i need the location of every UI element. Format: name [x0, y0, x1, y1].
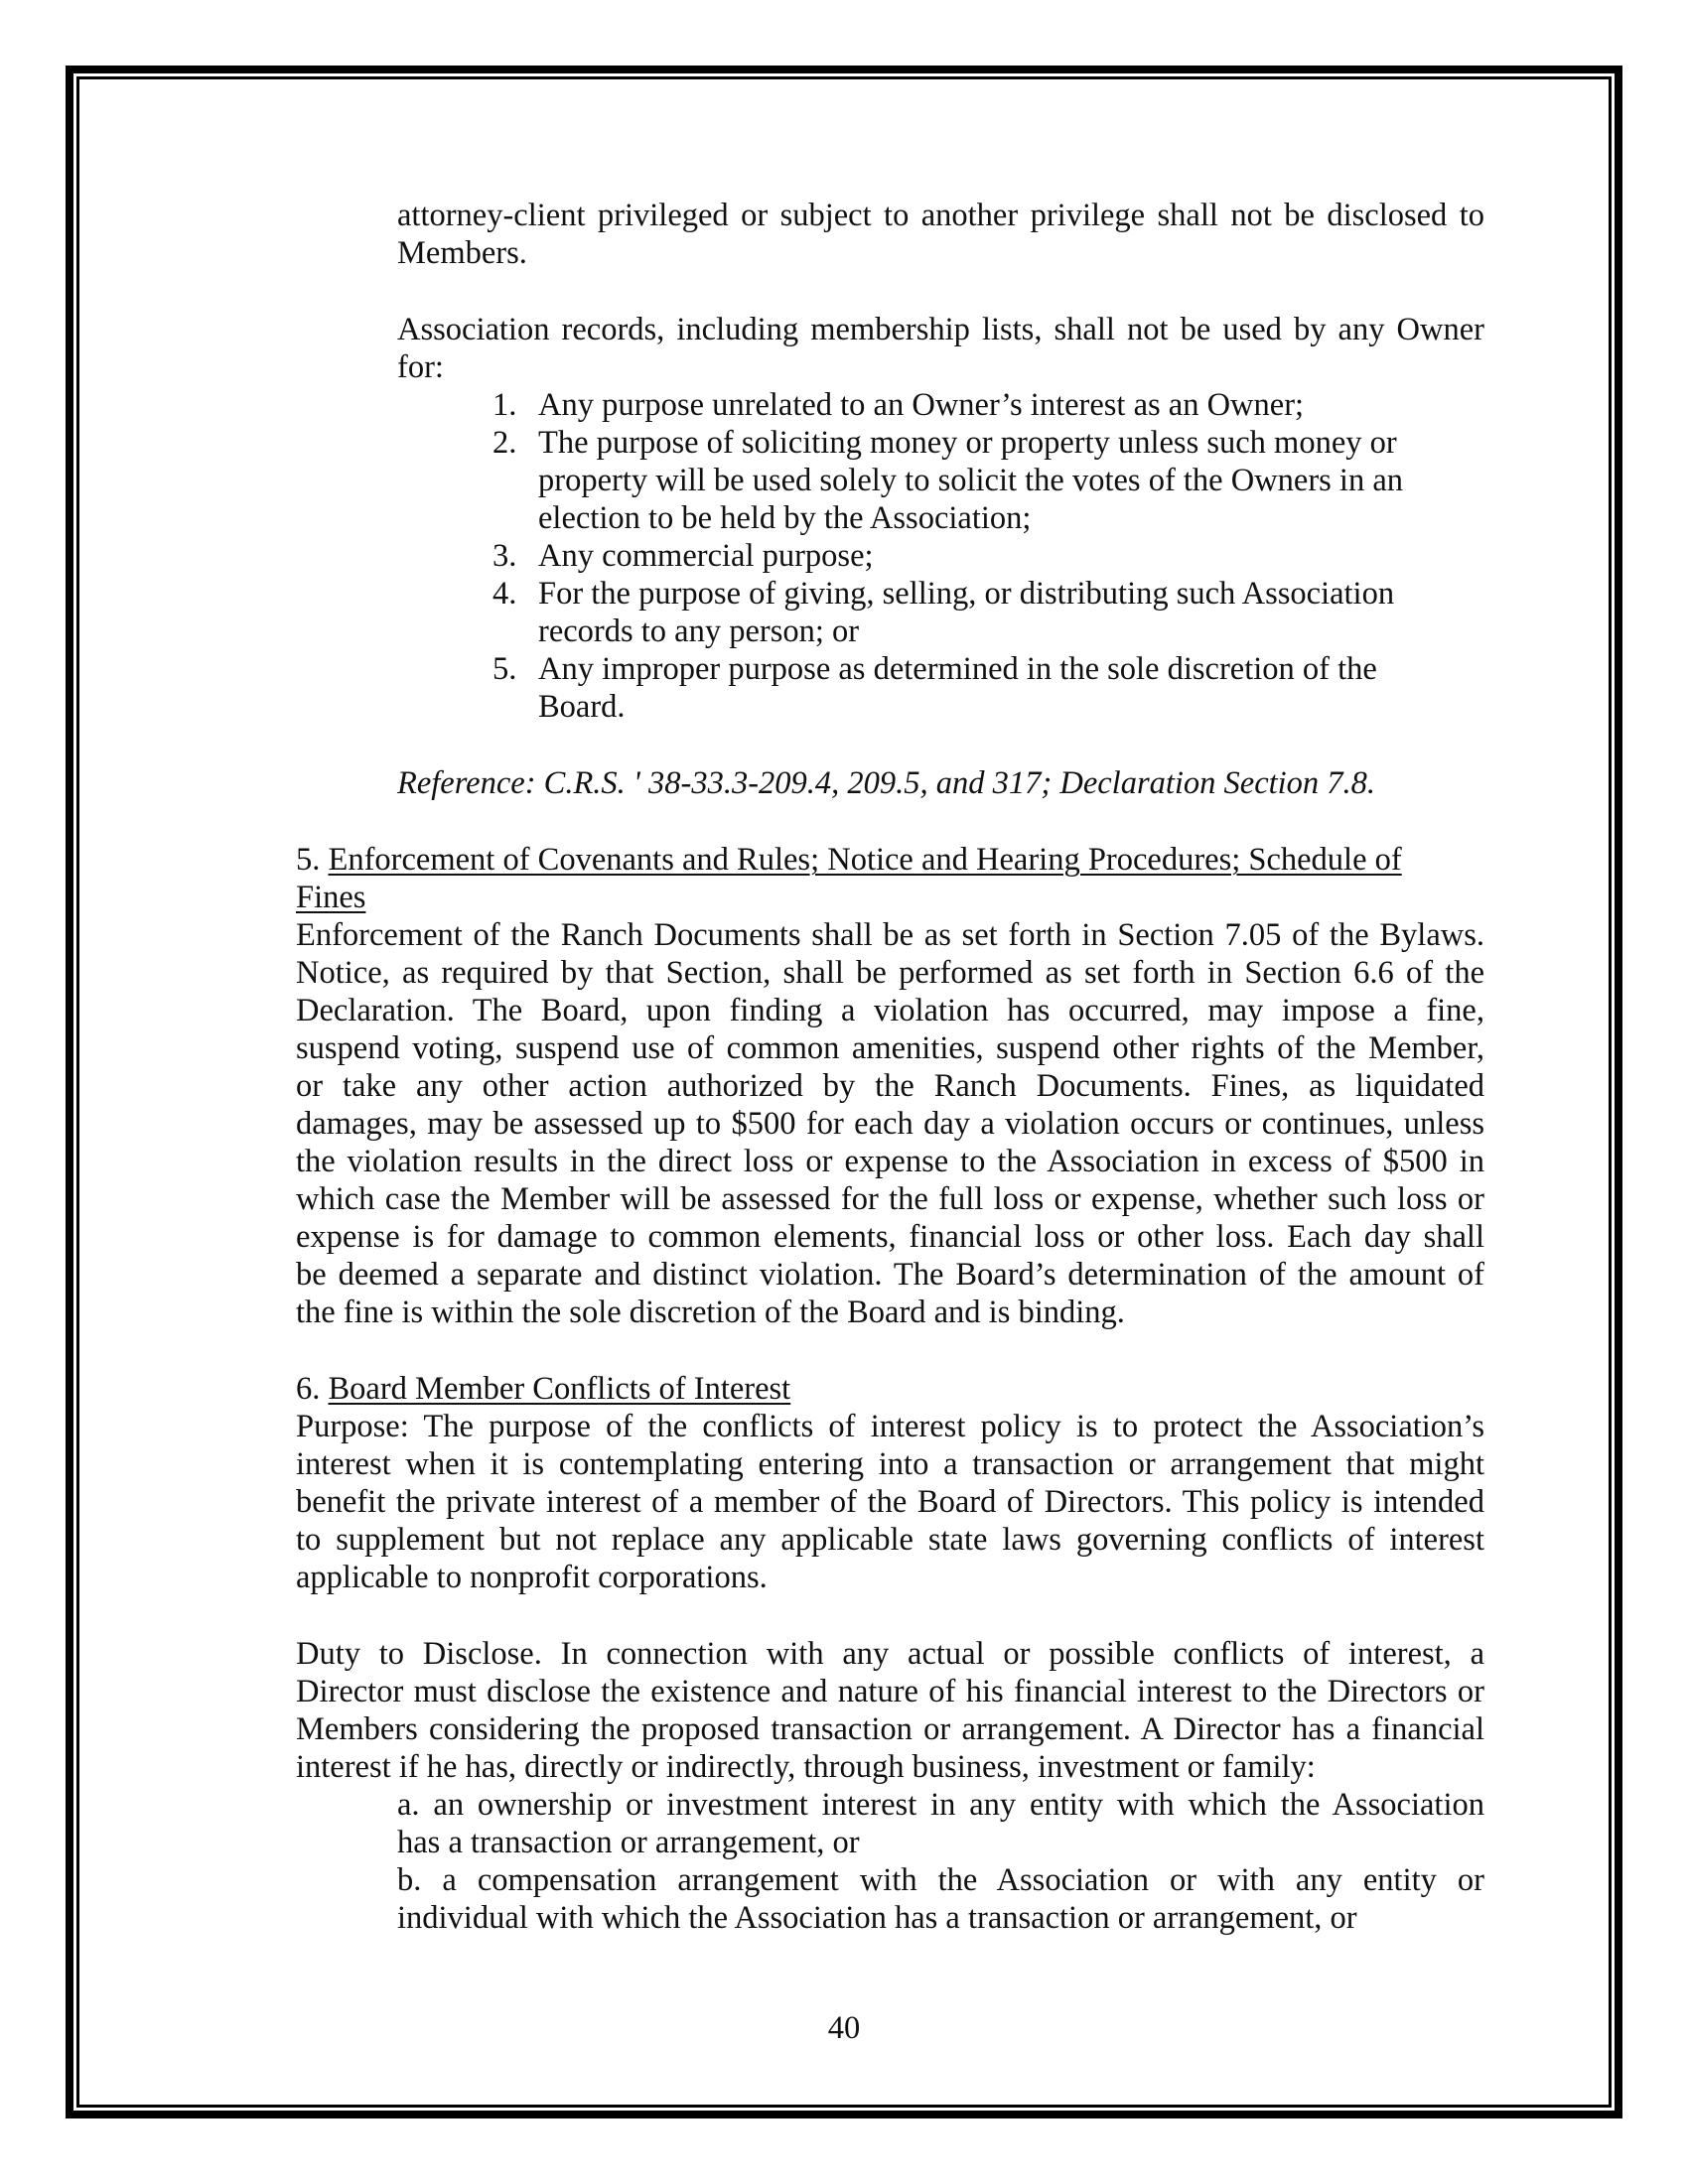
paragraph-line: the fine is within the sole discretion of the Board and is binding.: [296, 1295, 1125, 1330]
records-intro-line-1: Association records, including membership lists, shall not be used by any Owner: [397, 312, 1484, 347]
section-6-heading: [296, 1370, 1484, 1408]
list-item-continuation: election to be held by the Association;: [538, 500, 1032, 536]
paragraph-line: applicable to nonprofit corporations.: [296, 1560, 768, 1595]
sub-item-a: a. an ownership or investment interest in any entity with which the Association: [397, 1787, 1484, 1823]
section-5-heading-line-2: [296, 879, 1484, 916]
paragraph-line: Duty to Disclose. In connection with any actual or possible conflicts of interest, a: [296, 1636, 1484, 1672]
list-item-number: 4.: [492, 576, 517, 612]
section-5-title-cont: Fines: [296, 880, 366, 915]
paragraph-line: Members considering the proposed transaction or arrangement. A Director has a financial: [296, 1711, 1484, 1747]
sub-item-a-continuation: has a transaction or arrangement, or: [397, 1825, 860, 1860]
list-item: The purpose of soliciting money or property unless such money or: [538, 425, 1397, 461]
list-item-continuation: Board.: [538, 689, 626, 725]
paragraph-line: Director must disclose the existence and nature of his financial interest to the Directors or: [296, 1674, 1484, 1709]
paragraph-line: benefit the private interest of a member of the Board of Directors. This policy is intended: [296, 1484, 1484, 1520]
section-5-title: Enforcement of Covenants and Rules; Notice and Hearing Procedures; Schedule of: [328, 842, 1402, 878]
sub-item-b-continuation: individual with which the Association has a transaction or arrangement, or: [397, 1900, 1357, 1936]
list-item-number: 1.: [492, 387, 517, 423]
sub-item-b: b. a compensation arrangement with the Association or with any entity or: [397, 1862, 1484, 1898]
paragraph-line: Notice, as required by that Section, shall be performed as set forth in Section 6.6 of the: [296, 955, 1484, 991]
section-6-title: Board Member Conflicts of Interest: [328, 1371, 791, 1407]
list-item-continuation: property will be used solely to solicit the votes of the Owners in an: [538, 463, 1404, 498]
section-6-number: 6.: [296, 1371, 329, 1407]
intro-line-1: attorney-client privileged or subject to another privilege shall not be disclosed to: [397, 198, 1484, 233]
intro-line-2: Members.: [397, 235, 527, 271]
paragraph-line: to supplement but not replace any applicable state laws governing conflicts of interest: [296, 1522, 1484, 1558]
paragraph-line: interest if he has, directly or indirectly, through business, investment or family:: [296, 1749, 1316, 1785]
list-item-number: 3.: [492, 538, 517, 574]
reference-citation: Reference: C.R.S. ' 38-33.3-209.4, 209.5, and 317; Declaration Section 7.8.: [397, 765, 1376, 801]
paragraph-line: Declaration. The Board, upon finding a violation has occurred, may impose a fine,: [296, 993, 1484, 1028]
paragraph-line: be deemed a separate and distinct violation. The Board’s determination of the amount of: [296, 1257, 1484, 1293]
page-number: 40: [827, 2010, 861, 2046]
list-item: Any improper purpose as determined in the sole discretion of the: [538, 651, 1377, 687]
list-item: For the purpose of giving, selling, or distributing such Association: [538, 576, 1395, 612]
section-5-number: 5.: [296, 842, 329, 878]
paragraph-line: expense is for damage to common elements, financial loss or other loss. Each day shall: [296, 1219, 1484, 1255]
paragraph-line: suspend voting, suspend use of common amenities, suspend other rights of the Member,: [296, 1030, 1484, 1066]
section-5-heading: [296, 841, 1484, 879]
paragraph-line: the violation results in the direct loss or expense to the Association in excess of $500 in: [296, 1144, 1484, 1179]
paragraph-line: interest when it is contemplating entering into a transaction or arrangement that might: [296, 1446, 1484, 1482]
paragraph-line: Enforcement of the Ranch Documents shall be as set forth in Section 7.05 of the Bylaws.: [296, 917, 1484, 953]
paragraph-line: damages, may be assessed up to $500 for each day a violation occurs or continues, unless: [296, 1106, 1484, 1142]
records-intro-line-2: for:: [397, 349, 444, 385]
list-item: Any commercial purpose;: [538, 538, 874, 574]
list-item-number: 2.: [492, 425, 517, 461]
paragraph-line: which case the Member will be assessed for the full loss or expense, whether such loss or: [296, 1181, 1484, 1217]
list-item-number: 5.: [492, 651, 517, 687]
list-item-continuation: records to any person; or: [538, 614, 860, 649]
list-item: Any purpose unrelated to an Owner’s interest as an Owner;: [538, 387, 1305, 423]
paragraph-line: Purpose: The purpose of the conflicts of interest policy is to protect the Association’s: [296, 1409, 1484, 1444]
paragraph-line: or take any other action authorized by the Ranch Documents. Fines, as liquidated: [296, 1068, 1484, 1104]
